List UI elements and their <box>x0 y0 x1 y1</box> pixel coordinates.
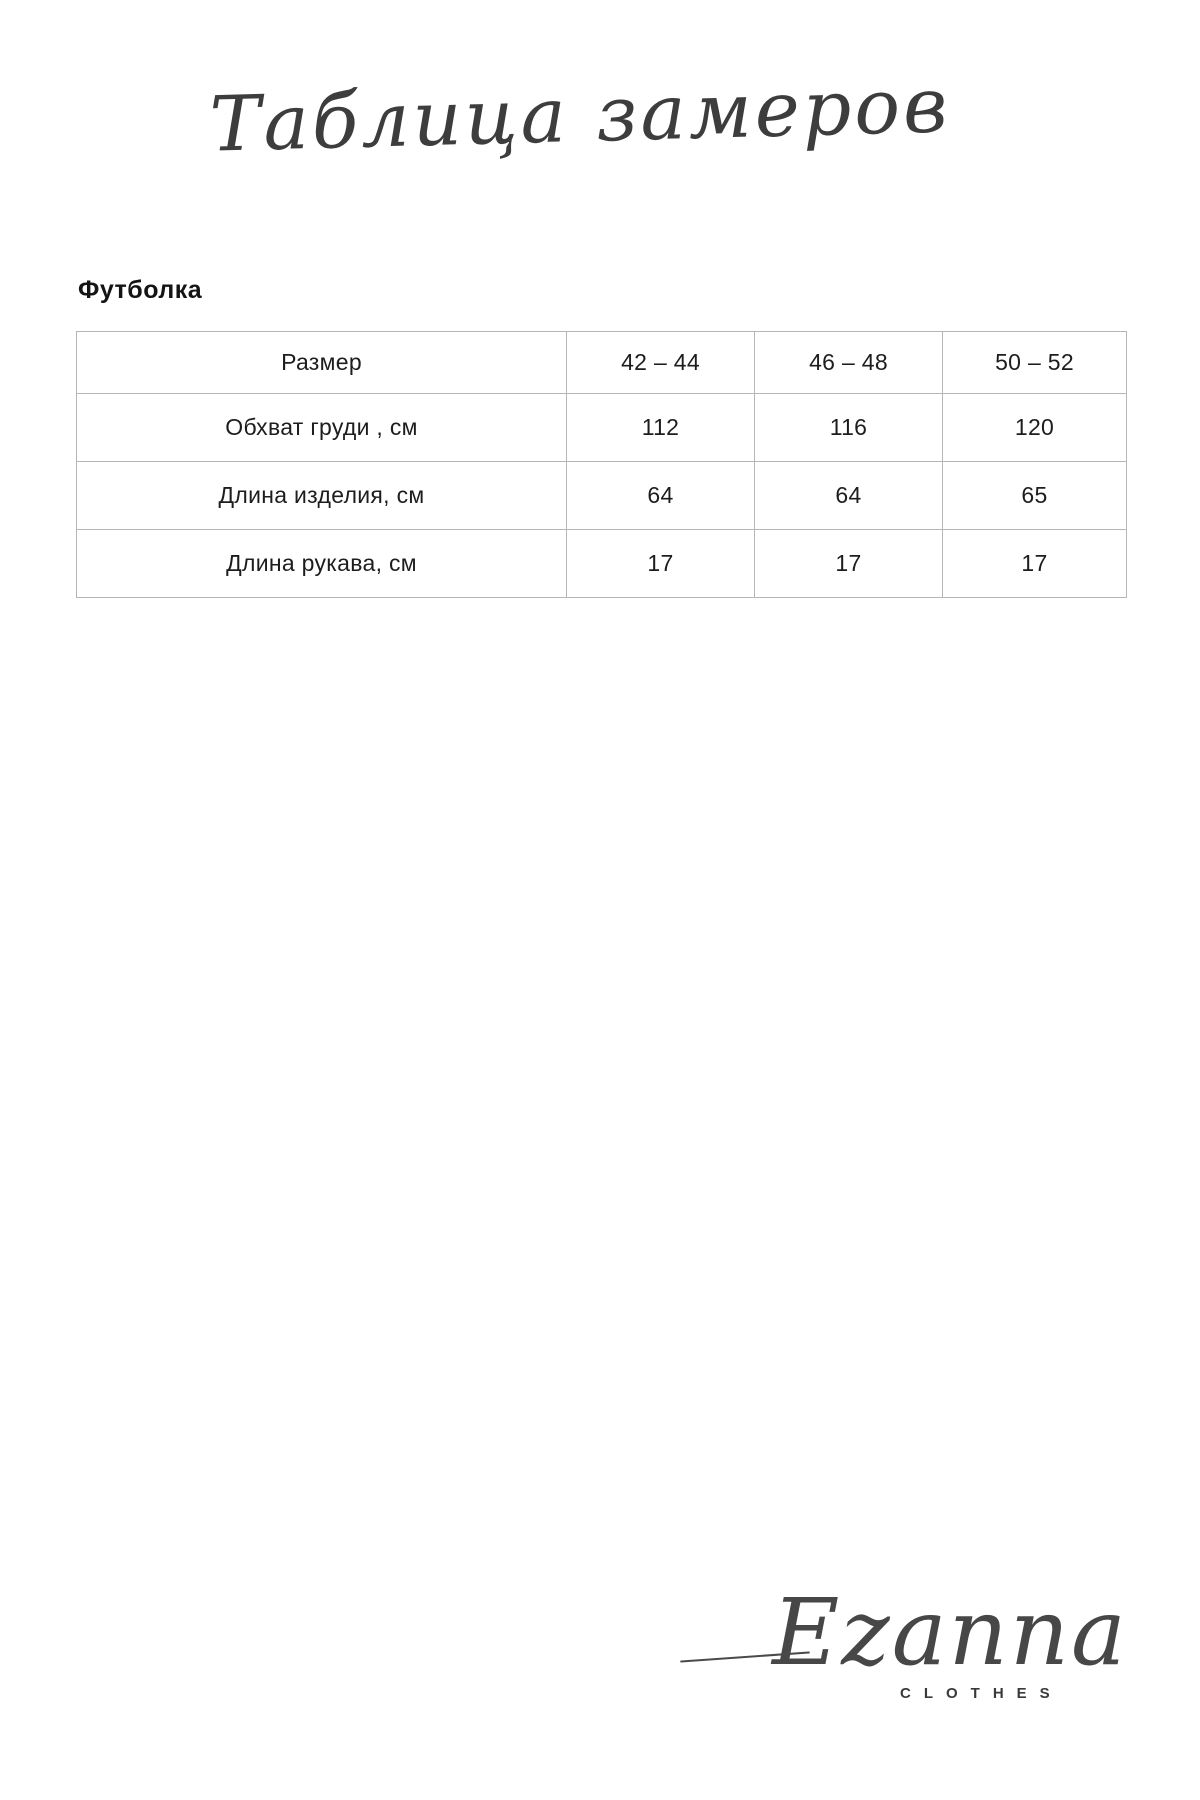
cell-value: 64 <box>567 462 755 530</box>
header-cell-size-50-52: 50 – 52 <box>943 332 1127 394</box>
header-cell-size-42-44: 42 – 44 <box>567 332 755 394</box>
cell-value: 116 <box>755 394 943 462</box>
cell-value: 17 <box>755 530 943 598</box>
cell-value: 64 <box>755 462 943 530</box>
row-label: Длина рукава, см <box>77 530 567 598</box>
header-cell-size-label: Размер <box>77 332 567 394</box>
brand-logo <box>750 1579 1150 1703</box>
brand-subtitle: CLOTHES <box>900 1685 1063 1703</box>
table-row-length <box>77 462 1127 530</box>
row-label: Длина изделия, см <box>77 462 567 530</box>
brand-name: Ezanna <box>750 1582 1150 1683</box>
section-title: Футболка <box>78 276 203 304</box>
row-label: Обхват груди , см <box>77 394 567 462</box>
size-table <box>76 331 1127 598</box>
table-header-row <box>77 332 1127 394</box>
cell-value: 120 <box>943 394 1127 462</box>
cell-value: 112 <box>567 394 755 462</box>
cell-value: 17 <box>567 530 755 598</box>
header-cell-size-46-48: 46 – 48 <box>755 332 943 394</box>
logo-flourish-line <box>680 1651 810 1662</box>
table-row-chest <box>77 394 1127 462</box>
cell-value: 65 <box>943 462 1127 530</box>
page-title: Таблица замеров <box>208 60 952 169</box>
table-row-sleeve <box>77 530 1127 598</box>
cell-value: 17 <box>943 530 1127 598</box>
